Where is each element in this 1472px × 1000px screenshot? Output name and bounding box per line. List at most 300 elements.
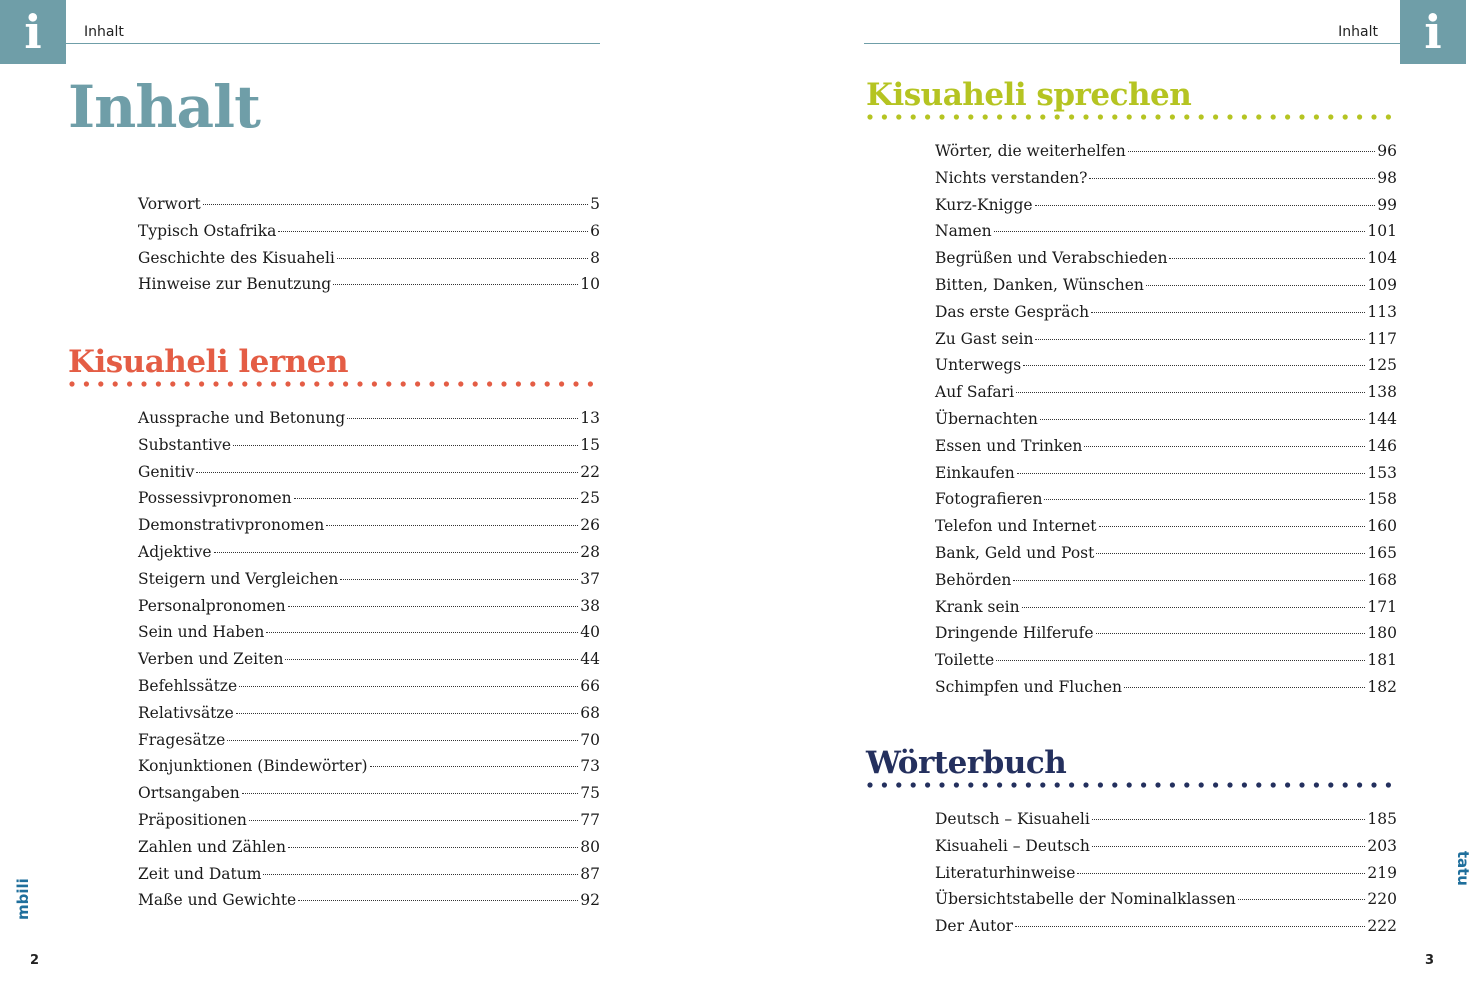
dot-leader [1092, 846, 1366, 847]
toc-entry-title: Das erste Gespräch [935, 302, 1090, 321]
decor-dot [1227, 114, 1232, 119]
toc-entry-title: Steigern und Vergleichen [138, 569, 339, 588]
toc-entry-page: 117 [1367, 329, 1397, 348]
decor-dot [1141, 114, 1146, 119]
decor-dot [1343, 782, 1348, 787]
decor-dot [997, 782, 1002, 787]
decor-dot [516, 381, 521, 386]
dot-leader [1124, 687, 1365, 688]
toc-entry [138, 838, 600, 865]
toc-entry-title: Krank sein [935, 597, 1020, 616]
dot-leader [239, 686, 578, 687]
toc-entry-title: Präpositionen [138, 810, 247, 829]
decor-dot [1299, 782, 1304, 787]
toc-entry-page: 180 [1367, 624, 1397, 643]
toc-entry-title: Übernachten [935, 409, 1038, 428]
decor-dot [1170, 782, 1175, 787]
decor-dot [257, 381, 262, 386]
toc-entry [138, 249, 600, 276]
toc-entry [138, 677, 600, 704]
dot-leader [370, 766, 579, 767]
dot-leader [1040, 419, 1366, 420]
toc-entry-page: 171 [1367, 597, 1397, 616]
decor-dot [69, 381, 74, 386]
dot-leader [1146, 285, 1365, 286]
section-dots-learn [69, 380, 601, 388]
dot-leader [1096, 633, 1366, 634]
dot-leader [1015, 926, 1365, 927]
toc-entry-title: Typisch Ostafrika [138, 221, 277, 240]
decor-dot [444, 381, 449, 386]
decor-dot [1357, 114, 1362, 119]
decor-dot [1040, 114, 1045, 119]
info-icon: i [0, 0, 66, 64]
toc-entry-page: 28 [580, 542, 600, 561]
decor-dot [882, 114, 887, 119]
toc-entry [935, 598, 1397, 625]
decor-dot [199, 381, 204, 386]
decor-dot [1242, 114, 1247, 119]
dot-leader [288, 606, 579, 607]
toc-entry-page: 26 [580, 516, 600, 535]
toc-entry-title: Possessivpronomen [138, 489, 292, 508]
decor-dot [1040, 782, 1045, 787]
dot-leader [214, 552, 579, 553]
decor-dot [968, 782, 973, 787]
toc-entry [935, 890, 1397, 917]
dot-leader [996, 660, 1365, 661]
toc-entry [138, 597, 600, 624]
decor-dot [1098, 114, 1103, 119]
decor-dot [285, 381, 290, 386]
toc-entry-title: Auf Safari [935, 383, 1015, 402]
toc-entry [935, 169, 1397, 196]
toc-entry-page: 219 [1367, 863, 1397, 882]
toc-entry [138, 516, 600, 543]
toc-entry [935, 196, 1397, 223]
decor-dot [1083, 782, 1088, 787]
toc-entry-title: Dringende Hilferufe [935, 624, 1094, 643]
decor-dot [343, 381, 348, 386]
toc-entry-page: 203 [1367, 836, 1397, 855]
decor-dot [882, 782, 887, 787]
decor-dot [1227, 782, 1232, 787]
toc-entry-page: 22 [580, 462, 600, 481]
toc-entry [138, 811, 600, 838]
toc-entry-page: 168 [1367, 570, 1397, 589]
decor-dot [954, 114, 959, 119]
toc-entry-page: 68 [580, 703, 600, 722]
toc-entry-page: 113 [1367, 302, 1397, 321]
decor-dot [1199, 114, 1204, 119]
toc-entry-title: Kisuaheli – Deutsch [935, 836, 1090, 855]
decor-dot [213, 381, 218, 386]
decor-dot [501, 381, 506, 386]
decor-dot [487, 381, 492, 386]
toc-entry-title: Konjunktionen (Bindewörter) [138, 757, 368, 776]
dot-leader [347, 418, 578, 419]
toc-entry-title: Telefon und Internet [935, 517, 1097, 536]
dot-leader [1077, 873, 1365, 874]
toc-entry-title: Sein und Haben [138, 623, 265, 642]
toc-entry [935, 571, 1397, 598]
toc-entry [935, 222, 1397, 249]
decor-dot [1271, 114, 1276, 119]
toc-intro-list [138, 195, 600, 302]
dot-leader [1091, 312, 1365, 313]
decor-dot [1127, 114, 1132, 119]
toc-entry [138, 731, 600, 758]
toc-entry [138, 623, 600, 650]
decor-dot [401, 381, 406, 386]
decor-dot [113, 381, 118, 386]
decor-dot [1285, 114, 1290, 119]
toc-entry-page: 185 [1367, 810, 1397, 828]
toc-entry [935, 303, 1397, 330]
decor-dot [458, 381, 463, 386]
decor-dot [530, 381, 535, 386]
toc-entry-page: 77 [580, 810, 600, 829]
dot-leader [249, 820, 578, 821]
toc-entry-page: 38 [580, 596, 600, 615]
decor-dot [573, 381, 578, 386]
toc-entry-page: 70 [580, 730, 600, 749]
decor-dot [1299, 114, 1304, 119]
section-dots-speak [867, 113, 1399, 121]
toc-entry-page: 66 [580, 676, 600, 695]
side-label-tatu: tatu [1454, 850, 1472, 886]
toc-entry [935, 490, 1397, 517]
decor-dot [911, 114, 916, 119]
toc-entry-title: Maße und Gewichte [138, 891, 297, 910]
toc-entry [935, 917, 1397, 944]
toc-entry [138, 463, 600, 490]
toc-learn-list [138, 409, 600, 918]
running-header: Inhalt [84, 24, 124, 40]
dot-leader [1092, 819, 1366, 820]
decor-dot [1371, 114, 1376, 119]
decor-dot [545, 381, 550, 386]
toc-entry-title: Kurz-Knigge [935, 195, 1033, 214]
toc-entry [935, 383, 1397, 410]
decor-dot [1069, 782, 1074, 787]
section-dots-dict [867, 781, 1399, 789]
toc-entry [138, 891, 600, 918]
decor-dot [228, 381, 233, 386]
toc-entry-title: Unterwegs [935, 356, 1022, 375]
toc-entry-page: 158 [1367, 490, 1397, 509]
decor-dot [329, 381, 334, 386]
toc-entry-page: 96 [1377, 142, 1397, 160]
decor-dot [1055, 782, 1060, 787]
toc-entry [138, 275, 600, 302]
decor-dot [271, 381, 276, 386]
toc-entry [138, 195, 600, 222]
toc-entry-page: 87 [580, 864, 600, 883]
toc-entry-page: 144 [1367, 409, 1397, 428]
decor-dot [473, 381, 478, 386]
decor-dot [1026, 782, 1031, 787]
page-number: 3 [1424, 953, 1434, 968]
decor-dot [1314, 114, 1319, 119]
toc-entry-page: 75 [580, 784, 600, 803]
dot-leader [1023, 365, 1365, 366]
decor-dot [896, 782, 901, 787]
toc-entry-title: Der Autor [935, 917, 1014, 936]
decor-dot [1213, 782, 1218, 787]
toc-entry-title: Vorwort [138, 195, 201, 213]
decor-dot [1098, 782, 1103, 787]
toc-entry [935, 517, 1397, 544]
toc-entry-page: 40 [580, 623, 600, 642]
decor-dot [386, 381, 391, 386]
decor-dot [896, 114, 901, 119]
decor-dot [968, 114, 973, 119]
toc-entry-page: 25 [580, 489, 600, 508]
dot-leader [1044, 499, 1365, 500]
toc-entry-title: Personalpronomen [138, 596, 286, 615]
dot-leader [236, 713, 579, 714]
toc-entry-page: 104 [1367, 249, 1397, 268]
toc-entry-title: Begrüßen und Verabschieden [935, 249, 1168, 268]
section-title-speak: Kisuaheli sprechen [866, 77, 1192, 113]
decor-dot [357, 381, 362, 386]
toc-entry-title: Fragesätze [138, 730, 226, 749]
decor-dot [185, 381, 190, 386]
dot-leader [994, 231, 1366, 232]
header-rule [66, 43, 600, 44]
toc-speak-list [935, 142, 1397, 705]
dot-leader [278, 231, 588, 232]
toc-entry [935, 678, 1397, 705]
toc-entry [138, 570, 600, 597]
decor-dot [127, 381, 132, 386]
decor-dot [242, 381, 247, 386]
dot-leader [1017, 473, 1366, 474]
section-title-learn: Kisuaheli lernen [68, 344, 349, 380]
toc-entry-title: Literaturhinweise [935, 863, 1076, 882]
toc-entry [935, 249, 1397, 276]
dot-leader [285, 659, 578, 660]
dot-leader [1084, 446, 1365, 447]
toc-entry-page: 101 [1367, 222, 1397, 241]
toc-entry-page: 181 [1367, 651, 1397, 670]
toc-entry [935, 464, 1397, 491]
toc-entry-title: Genitiv [138, 462, 195, 481]
toc-entry [138, 650, 600, 677]
toc-entry [138, 436, 600, 463]
decor-dot [1026, 114, 1031, 119]
decor-dot [314, 381, 319, 386]
toc-entry-page: 73 [580, 757, 600, 776]
toc-entry-title: Nichts verstanden? [935, 168, 1088, 187]
decor-dot [1386, 782, 1391, 787]
decor-dot [867, 114, 872, 119]
toc-entry-title: Essen und Trinken [935, 436, 1083, 455]
toc-entry [138, 409, 600, 436]
toc-entry-title: Wörter, die weiterhelfen [935, 142, 1126, 160]
decor-dot [1256, 782, 1261, 787]
dot-leader [1238, 899, 1366, 900]
toc-entry [138, 784, 600, 811]
toc-entry [935, 276, 1397, 303]
dot-leader [340, 579, 578, 580]
toc-entry-title: Fotografieren [935, 490, 1043, 509]
dot-leader [1169, 258, 1365, 259]
dot-leader [337, 258, 588, 259]
dot-leader [1096, 553, 1365, 554]
decor-dot [1184, 114, 1189, 119]
toc-entry-title: Befehlssätze [138, 676, 238, 695]
decor-dot [1328, 114, 1333, 119]
decor-dot [1011, 114, 1016, 119]
toc-entry-page: 160 [1367, 517, 1397, 536]
toc-entry-title: Namen [935, 222, 992, 241]
toc-entry [935, 837, 1397, 864]
decor-dot [98, 381, 103, 386]
dot-leader [233, 445, 578, 446]
toc-entry-page: 92 [580, 891, 600, 910]
decor-dot [997, 114, 1002, 119]
decor-dot [867, 782, 872, 787]
toc-entry [935, 330, 1397, 357]
toc-entry [935, 437, 1397, 464]
decor-dot [1127, 782, 1132, 787]
toc-entry-page: 138 [1367, 383, 1397, 402]
toc-entry-page: 182 [1367, 677, 1397, 696]
dot-leader [1128, 151, 1375, 152]
dot-leader [227, 740, 578, 741]
dot-leader [298, 900, 578, 901]
decor-dot [1371, 782, 1376, 787]
toc-entry-title: Zu Gast sein [935, 329, 1034, 348]
dot-leader [1099, 526, 1366, 527]
decor-dot [1055, 114, 1060, 119]
dot-leader [266, 632, 578, 633]
toc-entry [935, 142, 1397, 169]
decor-dot [939, 114, 944, 119]
decor-dot [300, 381, 305, 386]
toc-entry-title: Behörden [935, 570, 1012, 589]
toc-entry-title: Ortsangaben [138, 784, 240, 803]
decor-dot [939, 782, 944, 787]
decor-dot [415, 381, 420, 386]
decor-dot [1343, 114, 1348, 119]
toc-entry [935, 651, 1397, 678]
toc-entry-title: Bitten, Danken, Wünschen [935, 275, 1144, 294]
left-page [0, 0, 733, 1000]
toc-entry-title: Schimpfen und Fluchen [935, 677, 1123, 696]
decor-dot [1199, 782, 1204, 787]
dot-leader [1016, 392, 1365, 393]
toc-entry [935, 544, 1397, 571]
toc-entry-title: Hinweise zur Benutzung [138, 275, 332, 294]
toc-entry [138, 757, 600, 784]
toc-entry-page: 13 [580, 409, 600, 427]
toc-entry [138, 704, 600, 731]
decor-dot [1256, 114, 1261, 119]
dot-leader [1022, 607, 1366, 608]
toc-entry [138, 865, 600, 892]
toc-entry-page: 80 [580, 837, 600, 856]
toc-entry [138, 543, 600, 570]
decor-dot [1141, 782, 1146, 787]
dot-leader [242, 793, 579, 794]
toc-entry-page: 98 [1377, 168, 1397, 187]
toc-entry-title: Zeit und Datum [138, 864, 262, 883]
decor-dot [1285, 782, 1290, 787]
decor-dot [1184, 782, 1189, 787]
dot-leader [1089, 178, 1375, 179]
decor-dot [559, 381, 564, 386]
decor-dot [170, 381, 175, 386]
dot-leader [1035, 205, 1376, 206]
toc-entry-title: Toilette [935, 651, 995, 670]
info-icon: i [1400, 0, 1466, 64]
toc-entry-title: Übersichtstabelle der Nominalklassen [935, 890, 1236, 909]
decor-dot [1112, 114, 1117, 119]
toc-entry-page: 165 [1367, 543, 1397, 562]
toc-entry-title: Relativsätze [138, 703, 234, 722]
decor-dot [1314, 782, 1319, 787]
decor-dot [1155, 114, 1160, 119]
decor-dot [1386, 114, 1391, 119]
toc-entry-page: 6 [590, 221, 600, 240]
toc-entry-title: Deutsch – Kisuaheli [935, 810, 1090, 828]
toc-entry-title: Substantive [138, 435, 232, 454]
toc-entry-title: Demonstrativpronomen [138, 516, 325, 535]
toc-entry-title: Einkaufen [935, 463, 1015, 482]
toc-entry-page: 109 [1367, 275, 1397, 294]
toc-entry-page: 5 [590, 195, 600, 213]
page-number: 2 [30, 953, 40, 968]
decor-dot [983, 114, 988, 119]
decor-dot [1170, 114, 1175, 119]
running-header: Inhalt [1338, 24, 1378, 40]
toc-entry-page: 10 [580, 275, 600, 294]
right-page [733, 0, 1472, 1000]
dot-leader [1035, 339, 1365, 340]
toc-entry-title: Aussprache und Betonung [138, 409, 346, 427]
decor-dot [156, 381, 161, 386]
dot-leader [196, 472, 578, 473]
decor-dot [1328, 782, 1333, 787]
toc-entry-page: 44 [580, 650, 600, 669]
decor-dot [925, 782, 930, 787]
toc-entry-title: Bank, Geld und Post [935, 543, 1095, 562]
toc-entry [138, 222, 600, 249]
toc-entry-page: 222 [1367, 917, 1397, 936]
dot-leader [294, 498, 579, 499]
decor-dot [429, 381, 434, 386]
toc-entry-title: Geschichte des Kisuaheli [138, 248, 335, 267]
decor-dot [1011, 782, 1016, 787]
toc-entry-title: Adjektive [138, 542, 212, 561]
decor-dot [84, 381, 89, 386]
toc-entry-page: 153 [1367, 463, 1397, 482]
toc-entry [138, 489, 600, 516]
dot-leader [288, 847, 578, 848]
section-title-dict: Wörterbuch [866, 745, 1067, 781]
decor-dot [1213, 114, 1218, 119]
decor-dot [1357, 782, 1362, 787]
decor-dot [911, 782, 916, 787]
decor-dot [983, 782, 988, 787]
toc-entry [935, 624, 1397, 651]
page-title: Inhalt [68, 73, 260, 141]
decor-dot [1242, 782, 1247, 787]
decor-dot [588, 381, 593, 386]
